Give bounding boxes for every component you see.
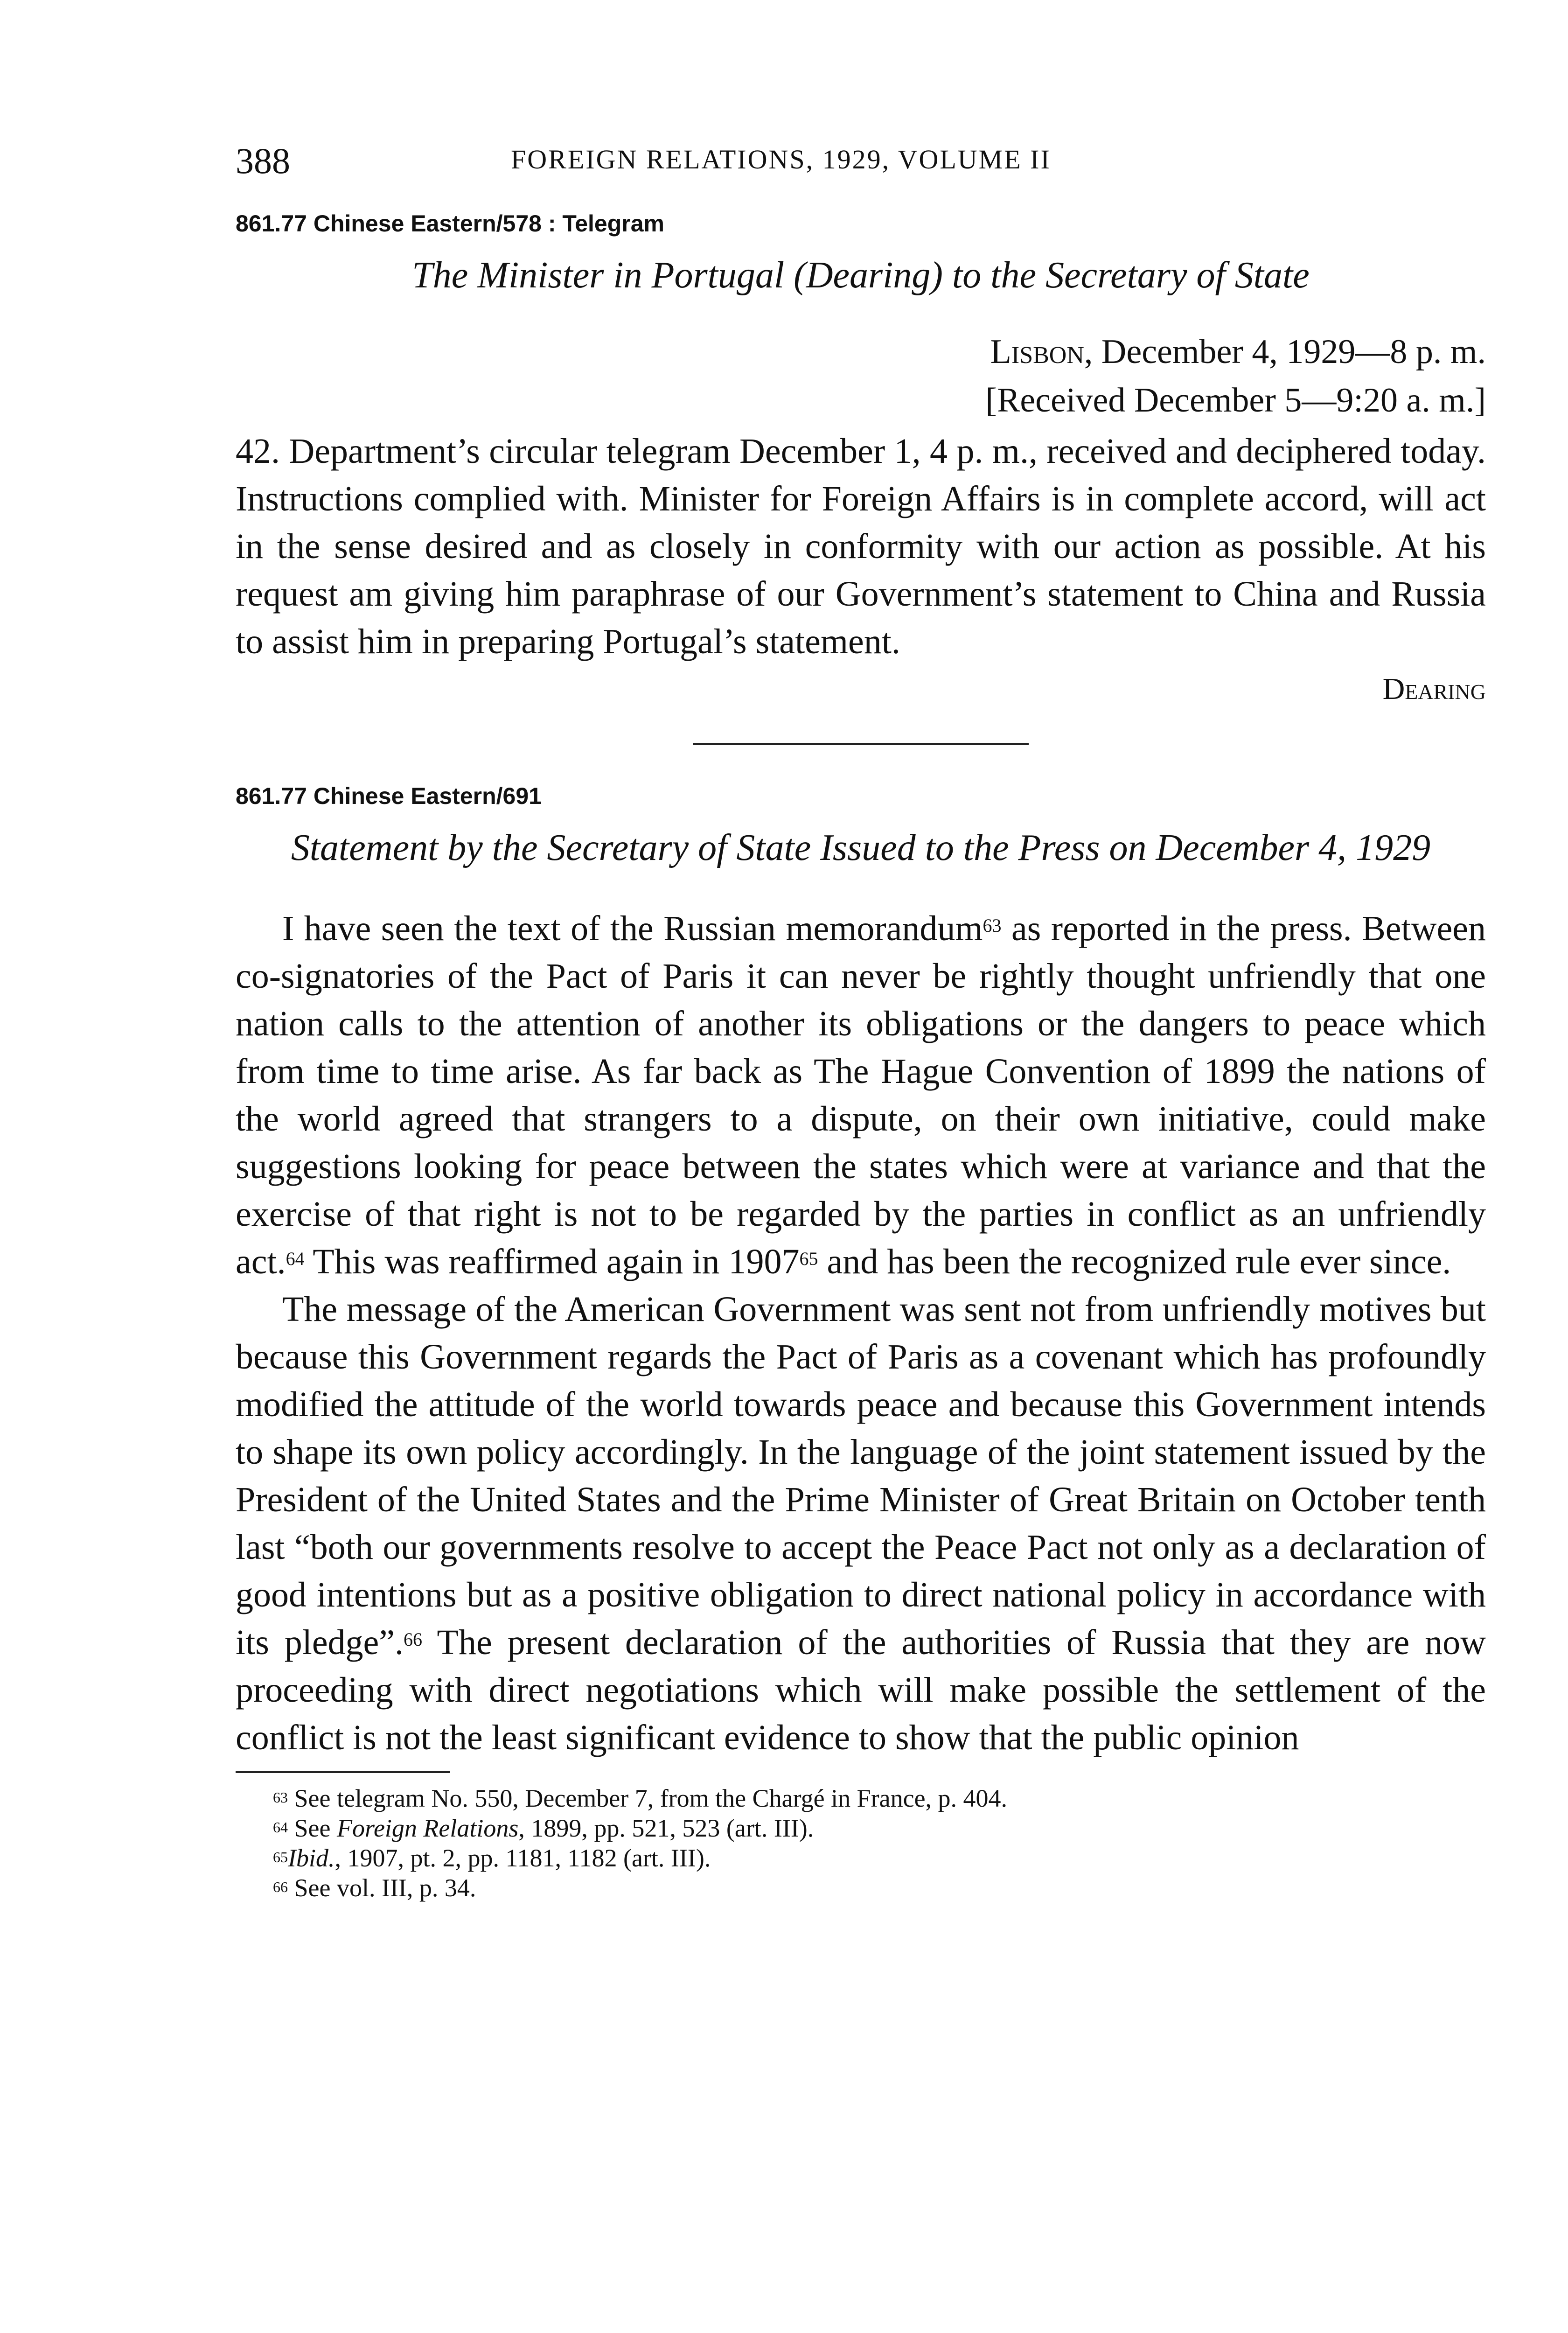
footnote-ref-66: 66 [404,1629,423,1650]
telegram-dateline [236,328,1486,425]
footnote-italic-text: Foreign Relations [336,1814,519,1842]
telegram-title: The Minister in Portugal (Dearing) to the Secretary of State [412,255,1310,296]
footnote-ref-65: 65 [799,1248,818,1269]
footnote-text-tail: , 1907, pt. 2, pp. 1181, 1182 (art. III). [335,1844,711,1872]
dateline-line [236,328,1486,376]
dateline-city: Lisbon [990,333,1084,371]
document-page [236,140,1486,1903]
para1-part-d: and has been the recognized rule ever since. [818,1242,1451,1281]
statement-paragraph-2 [236,1285,1486,1761]
telegram-file-number: 861.77 Chinese Eastern/578 : Telegram [236,210,664,237]
footnote-65 [273,1843,1486,1873]
statement-title: Statement by the Secretary of State Issued to the Press on December 4, 1929 [291,827,1431,868]
statement-paragraph-1 [236,905,1486,1285]
footnote-rule [236,1771,450,1773]
footnote-mark: 65 [273,1849,288,1865]
footnote-63 [273,1783,1486,1813]
para2-part-b: The present declaration of the authorities of Russia that they are now proceeding with direct negotiations which will make possible the settlement of the conflict is not the least significant evidence to show that the public opinion [236,1623,1486,1757]
para1-part-c: This was reaffirmed again in 1907 [304,1242,800,1281]
footnote-text: See vol. III, p. 34. [294,1874,476,1902]
footnote-mark: 63 [273,1789,288,1806]
para1-part-b: as reported in the press. Between co-signatories of the Pact of Paris it can never be rightly thought unfriendly that one nation calls to the attention of another its obligations or the dangers to peace which from time to time arise. As far back as The Hague Convention of 1899 the nations of the world agreed that strangers to a dispute, on their own initiative, could make suggestions looking for peace between the states which were at variance and that the exercise of that right is not to be regarded by the parties in conflict as an unfriendly act. [236,909,1486,1281]
statement-body [236,905,1486,1761]
statement-file-number: 861.77 Chinese Eastern/691 [236,783,542,809]
running-title: FOREIGN RELATIONS, 1929, VOLUME II [511,144,1051,175]
footnote-64 [273,1813,1486,1843]
footnote-text: See [294,1814,337,1842]
footnote-text-tail: , 1899, pp. 521, 523 (art. III). [518,1814,814,1842]
running-head [236,140,1486,191]
footnote-mark: 66 [273,1879,288,1895]
dateline-date: , December 4, 1929—8 p. m. [1084,333,1486,371]
received-line: [Received December 5—9:20 a. m.] [985,381,1486,419]
para1-part-a: I have seen the text of the Russian memorandum [282,909,983,948]
footnote-ref-64: 64 [286,1248,305,1269]
footnote-mark: 64 [273,1819,288,1836]
page-number: 388 [236,140,290,181]
footnote-text: See telegram No. 550, December 7, from the Chargé in France, p. 404. [294,1784,1008,1812]
footnote-ref-63: 63 [983,915,1002,936]
telegram-signature: Dearing [1382,672,1486,706]
footnote-66 [273,1873,1486,1903]
para2-part-a: The message of the American Government was sent not from unfriendly motives but because this Government regards the Pact of Paris as a covenant which has profoundly modified the attitude of the world towards peace and because this Government intends to shape its own policy accordingly. In the language of the joint statement issued by the President of the United States and the Prime Minister of Great Britain on October tenth last “both our governments resolve to accept the Peace Pact not only as a declaration of good intentions but as a positive obligation to direct national policy in accordance with its pledge”. [236,1290,1486,1662]
footnote-italic-text: Ibid. [288,1844,335,1872]
footnotes [236,1783,1486,1903]
section-divider [693,743,1029,745]
telegram-body: 42. Department’s circular telegram December 1, 4 p. m., received and deciphered today. Instructions complied with. Minister for Foreign Affairs is in complete accord, will act in the sense desired and as closely in conformity with our action as possible. At his request am giving him paraphrase of our Government’s statement to China and Russia to assist him in preparing Portugal’s statement. [236,432,1486,661]
